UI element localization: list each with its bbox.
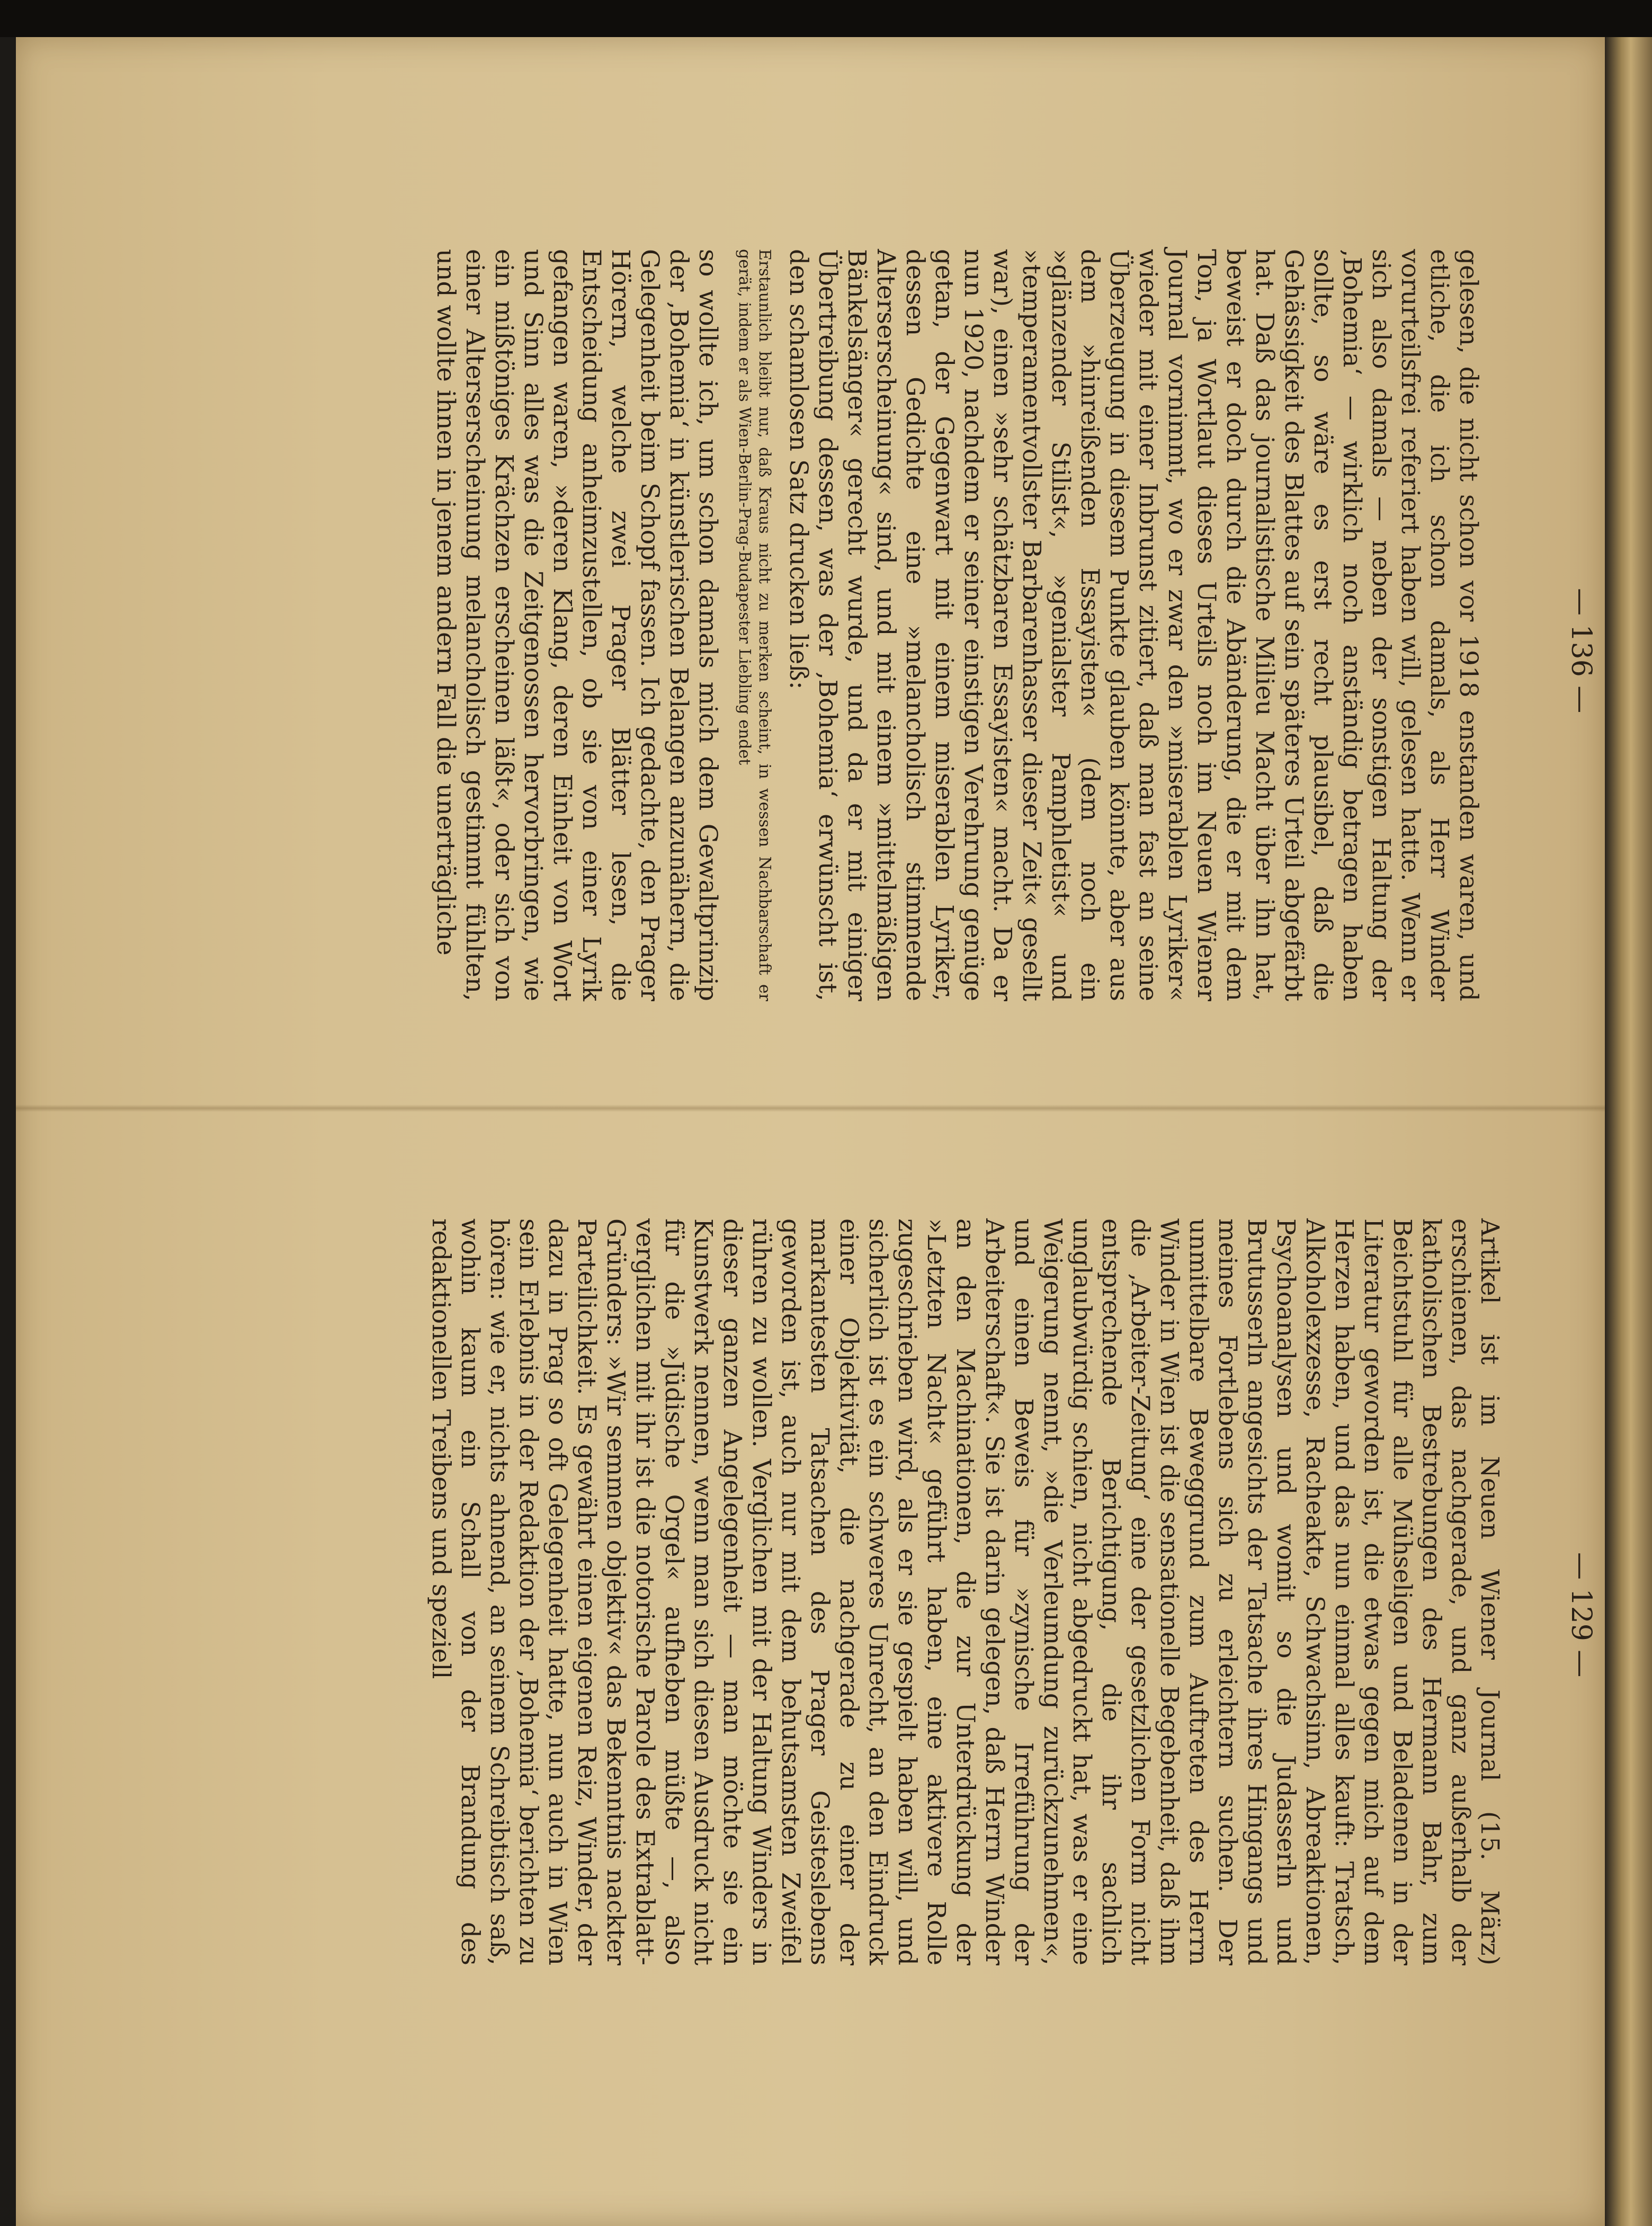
page-136-footnote: Erstaunlich bleibt nur, daß Kraus nicht zu merken scheint, in wessen Nachbarschaft er gerät, indem er als Wien-Berlin-Prag-Budapester Liebling endet [735, 249, 774, 1001]
page-number-left: — 136 — [1565, 588, 1597, 714]
book-spine-edge [1605, 37, 1652, 2226]
page-number-right: — 129 — [1565, 1552, 1597, 1678]
scanner-top-band [0, 0, 1652, 37]
page-136-text-lower: so wollte ich, um schon damals mich dem Gewaltprinzip der ‚Bohemia‘ in künstlerischen Belangen anzunähern, die Gelegenheit beim Schopf fassen. Ich gedachte, den Prager Hörern, welche zwei Prager Blätter lesen, die Entscheidung anheimzustellen, ob sie von einer Lyrik gefangen waren, »deren Klang, deren Einheit von Wort und Sinn alles was die Zeitgenossen hervorbringen, wie ein mißtöniges Krächzen erscheinen läßt«, oder sich von einer Alterserscheinung melancholisch gestimmt fühlten, und wollte ihnen in jenem andern Fall die unerträgliche [431, 249, 722, 1001]
page-136-text-upper: gelesen, die nicht schon vor 1918 enstanden waren, und etliche, die ich schon damals, als Herr Winder vorurteilsfrei referiert haben will, gelesen hatte. Wenn er sich also damals — neben der sonstigen Haltung der ‚Bohemia‘ — wirklich noch anständig betragen haben sollte, so wäre es erst recht plausibel, daß die Gehässigkeit des Blattes auf sein späteres Urteil abgefärbt hat. Daß das journalistische Milieu Macht über ihn hat, beweist er doch durch die Abänderung, die er mit dem Ton, ja Wortlaut dieses Urteils noch im Neuen Wiener Journal vornimmt, wo er zwar den »miserablen Lyriker« wieder mit einer Inbrunst zitiert, daß man fast an seine Überzeugung in diesem Punkte glauben könnte, aber aus dem »hinreißenden Essayisten« (dem noch ein »glänzender Stilist«, »genialster Pamphletist« und »temperamentvollster Barbarenhasser dieser Zeit« gesellt war), einen »sehr schätzbaren Essayisten« macht. Da er nun 1920, nachdem er seiner einstigen Verehrung genüge getan, der Gegenwart mit einem miserablen Lyriker, dessen Gedichte eine »melancholisch stimmende Alterserscheinung« sind, und mit einem »mittelmäßigen Bänkelsänger« gerecht wurde, und da er mit einiger Übertreibung dessen, was der ‚Bohemia‘ erwünscht ist, den schamlosen Satz drucken ließ: [784, 249, 1483, 1001]
page-136-column [431, 249, 1483, 1001]
page-129-text: Artikel ist im Neuen Wiener Journal (15. März) erschienen, das nachgerade, und ganz außerhalb der katholischen Bestrebungen des Hermann Bahr, zum Beichtstuhl für alle Mühseligen und Beladenen in der Literatur geworden ist, die etwas gegen mich auf dem Herzen haben, und das nun einmal alles kauft: Tratsch, Alkoholexzesse, Racheakte, Schwachsinn, Abreaktionen, Psychoanalysen und womit so die Judasserln und Brutusserln angesichts der Tatsache ihres Hingangs und meines Fortlebens sich zu erleichtern suchen. Der unmittelbare Beweggrund zum Auftreten des Herrn Winder in Wien ist die sensationelle Begebenheit, daß ihm die ‚Arbeiter-Zeitung‘ eine der gesetzlichen Form nicht entsprechende Berichtigung, die ihr sachlich unglaubwürdig schien, nicht abgedruckt hat, was er eine Weigerung nennt, »die Verleumdung zurückzunehmen«, und einen Beweis für »zynische Irreführung der Arbeiterschaft«. Sie ist darin gelegen, daß Herrn Winder an den Machinationen, die zur Unterdrückung der »Letzten Nacht« geführt haben, eine aktivere Rolle zugeschrieben wird, als er sie gespielt haben will, und sicherlich ist es ein schweres Unrecht, an den Eindruck einer Objektivität, die nachgerade zu einer der markantesten Tatsachen des Prager Geisteslebens geworden ist, auch nur mit dem behutsamsten Zweifel rühren zu wollen. Verglichen mit der Haltung Winders in dieser ganzen Angelegenheit — man möchte sie ein Kunstwerk nennen, wenn man sich diesen Ausdruck nicht für die »Jüdische Orgel« aufheben müßte —, also verglichen mit ihr ist die notorische Parole des Extrablatt-Gründers: »Wir semmen objektiv« das Bekenntnis nackter Parteilichkeit. Es gewährt einen eigenen Reiz, Winder, der dazu in Prag so oft Gelegenheit hatte, nun auch in Wien sein Erlebnis in der Redaktion der ‚Bohemia‘ berichten zu hören: wie er, nichts ahnend, an seinem Schreibtisch saß, wohin kaum ein Schall von der Brandung des redaktionellen Treibens und speziell [426, 1218, 1504, 1965]
center-fold [16, 1105, 1605, 1112]
page-129-column [426, 1218, 1504, 1965]
